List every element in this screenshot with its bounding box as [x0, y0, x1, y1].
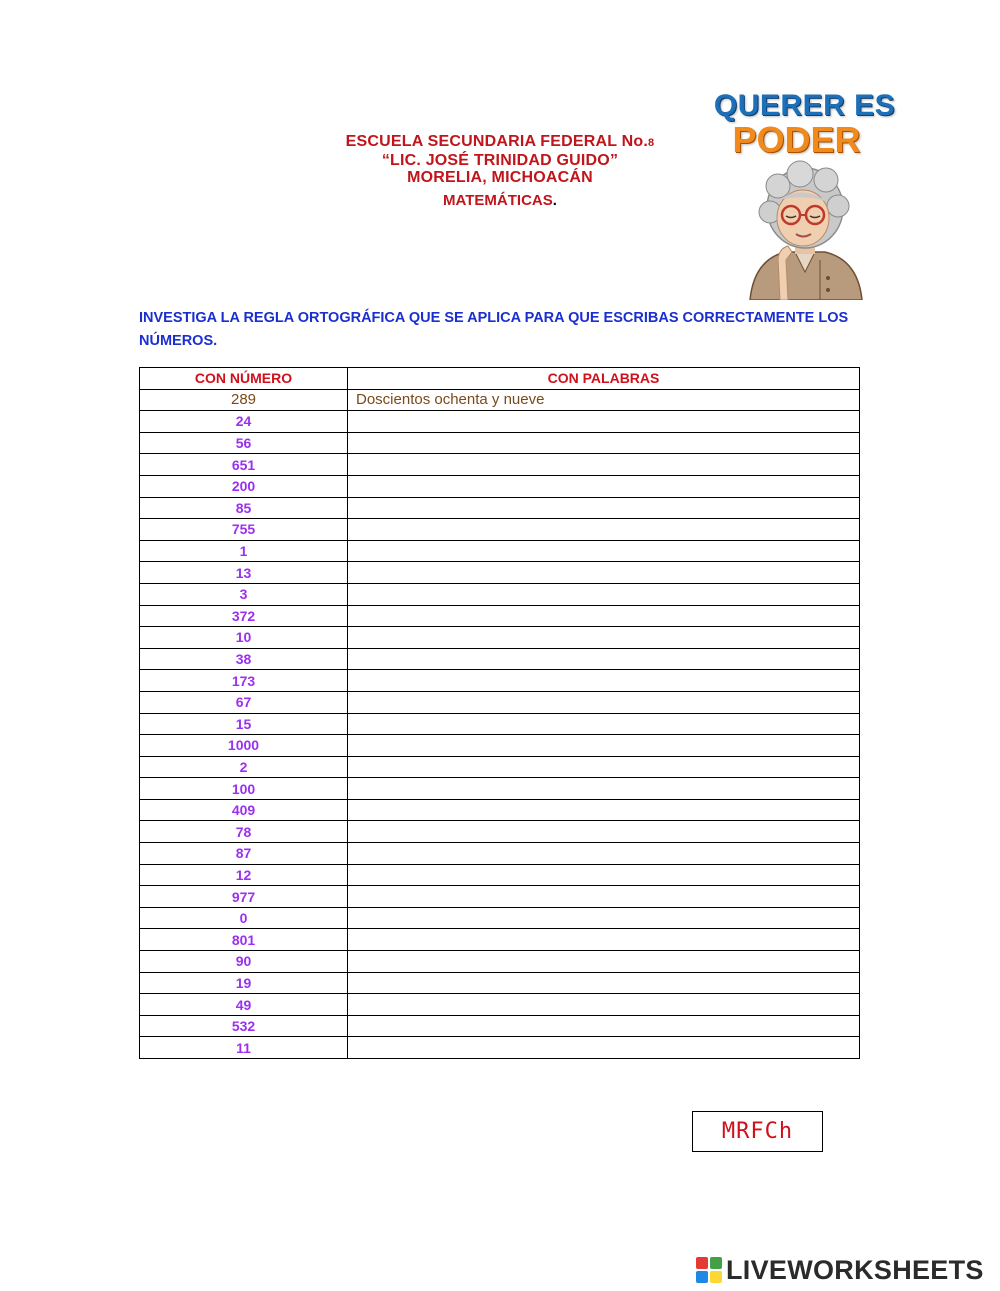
words-answer-cell[interactable]: [348, 994, 860, 1016]
words-answer-cell[interactable]: [348, 670, 860, 692]
header-con-numero: CON NÚMERO: [140, 368, 348, 390]
logo-tile: [696, 1271, 708, 1283]
table-row: [140, 605, 860, 627]
number-cell: 85: [140, 497, 348, 519]
signature-box: MRFCh: [692, 1111, 823, 1152]
school-name: ESCUELA SECUNDARIA FEDERAL No.8: [345, 133, 655, 150]
table-row: [140, 648, 860, 670]
number-cell: 13: [140, 562, 348, 584]
logo-line-1: QUERER ES: [713, 89, 896, 122]
table-row: [140, 907, 860, 929]
words-answer-cell[interactable]: [348, 843, 860, 865]
table-row: [140, 778, 860, 800]
table-row: [140, 475, 860, 497]
number-cell: 56: [140, 432, 348, 454]
number-cell: 801: [140, 929, 348, 951]
table-row: [140, 519, 860, 541]
number-cell: 10: [140, 627, 348, 649]
number-cell: 100: [140, 778, 348, 800]
table-row: [140, 864, 860, 886]
number-cell: 11: [140, 1037, 348, 1059]
number-cell: 49: [140, 994, 348, 1016]
words-answer-cell[interactable]: [348, 475, 860, 497]
table-row: [140, 735, 860, 757]
subject-title: MATEMÁTICAS.: [443, 192, 557, 209]
table-row: [140, 713, 860, 735]
numbers-table: [139, 367, 860, 1059]
number-cell: 24: [140, 411, 348, 433]
number-cell: 12: [140, 864, 348, 886]
number-cell: 3: [140, 583, 348, 605]
table-row: [140, 756, 860, 778]
table-row: [140, 432, 860, 454]
words-answer-cell[interactable]: [348, 562, 860, 584]
words-answer-cell[interactable]: [348, 1037, 860, 1059]
words-answer-cell[interactable]: [348, 432, 860, 454]
number-cell: 90: [140, 951, 348, 973]
instruction-text: INVESTIGA LA REGLA ORTOGRÁFICA QUE SE APLICA PARA QUE ESCRIBAS CORRECTAMENTE LOS NÚMEROS.: [139, 310, 849, 349]
number-cell: 755: [140, 519, 348, 541]
table-header-row: [140, 368, 860, 390]
table-row: [140, 886, 860, 908]
number-cell: 1: [140, 540, 348, 562]
table-row: [140, 454, 860, 476]
table-row: [140, 562, 860, 584]
logo-tile: [710, 1271, 722, 1283]
teacher-avatar-icon: [740, 160, 870, 300]
table-row: [140, 821, 860, 843]
table-row: [140, 670, 860, 692]
table-row: [140, 411, 860, 433]
example-row: [140, 389, 860, 411]
table-row: [140, 1015, 860, 1037]
number-cell: 38: [140, 648, 348, 670]
words-answer-cell[interactable]: [348, 583, 860, 605]
table-row: [140, 627, 860, 649]
logo-tile: [696, 1257, 708, 1269]
words-answer-cell[interactable]: [348, 691, 860, 713]
words-answer-cell[interactable]: [348, 497, 860, 519]
table-row: [140, 497, 860, 519]
words-answer-cell[interactable]: [348, 627, 860, 649]
table-row: [140, 843, 860, 865]
words-answer-cell[interactable]: [348, 454, 860, 476]
words-answer-cell[interactable]: [348, 605, 860, 627]
number-cell: 67: [140, 691, 348, 713]
number-cell: 977: [140, 886, 348, 908]
words-answer-cell[interactable]: [348, 951, 860, 973]
words-answer-cell[interactable]: [348, 1015, 860, 1037]
table-row: [140, 972, 860, 994]
words-answer-cell[interactable]: [348, 519, 860, 541]
words-answer-cell[interactable]: [348, 907, 860, 929]
number-cell: 409: [140, 799, 348, 821]
number-cell: 87: [140, 843, 348, 865]
words-answer-cell[interactable]: [348, 864, 860, 886]
words-answer-cell[interactable]: [348, 972, 860, 994]
number-cell: 173: [140, 670, 348, 692]
table-row: [140, 994, 860, 1016]
number-cell: 19: [140, 972, 348, 994]
number-cell: 200: [140, 475, 348, 497]
table-row: [140, 691, 860, 713]
logo-tile: [710, 1257, 722, 1269]
city: MORELIA, MICHOACÁN: [407, 169, 593, 186]
number-cell: 1000: [140, 735, 348, 757]
example-number: 289: [140, 389, 348, 411]
example-words: Doscientos ochenta y nueve: [348, 389, 860, 411]
table-row: [140, 929, 860, 951]
querer-es-poder-logo: [712, 90, 897, 300]
liveworksheets-brand: [696, 1255, 984, 1285]
number-cell: 78: [140, 821, 348, 843]
words-answer-cell[interactable]: [348, 929, 860, 951]
number-cell: 15: [140, 713, 348, 735]
brand-name: LIVEWORKSHEETS: [726, 1254, 984, 1285]
liveworksheets-logo-icon: [696, 1257, 722, 1283]
words-answer-cell[interactable]: [348, 540, 860, 562]
table-row: [140, 951, 860, 973]
words-answer-cell[interactable]: [348, 799, 860, 821]
words-answer-cell[interactable]: [348, 756, 860, 778]
table-row: [140, 799, 860, 821]
header-con-palabras: CON PALABRAS: [348, 368, 860, 390]
number-cell: 372: [140, 605, 348, 627]
number-cell: 651: [140, 454, 348, 476]
words-answer-cell[interactable]: [348, 821, 860, 843]
table-row: [140, 1037, 860, 1059]
words-answer-cell[interactable]: [348, 886, 860, 908]
words-answer-cell[interactable]: [348, 411, 860, 433]
table-row: [140, 583, 860, 605]
number-cell: 0: [140, 907, 348, 929]
table-row: [140, 540, 860, 562]
logo-line-2: PODER: [732, 119, 861, 160]
words-answer-cell[interactable]: [348, 778, 860, 800]
words-answer-cell[interactable]: [348, 735, 860, 757]
words-answer-cell[interactable]: [348, 713, 860, 735]
worksheet-header: [250, 133, 750, 209]
words-answer-cell[interactable]: [348, 648, 860, 670]
number-cell: 2: [140, 756, 348, 778]
school-honoree: “LIC. JOSÉ TRINIDAD GUIDO”: [381, 152, 619, 169]
number-cell: 532: [140, 1015, 348, 1037]
